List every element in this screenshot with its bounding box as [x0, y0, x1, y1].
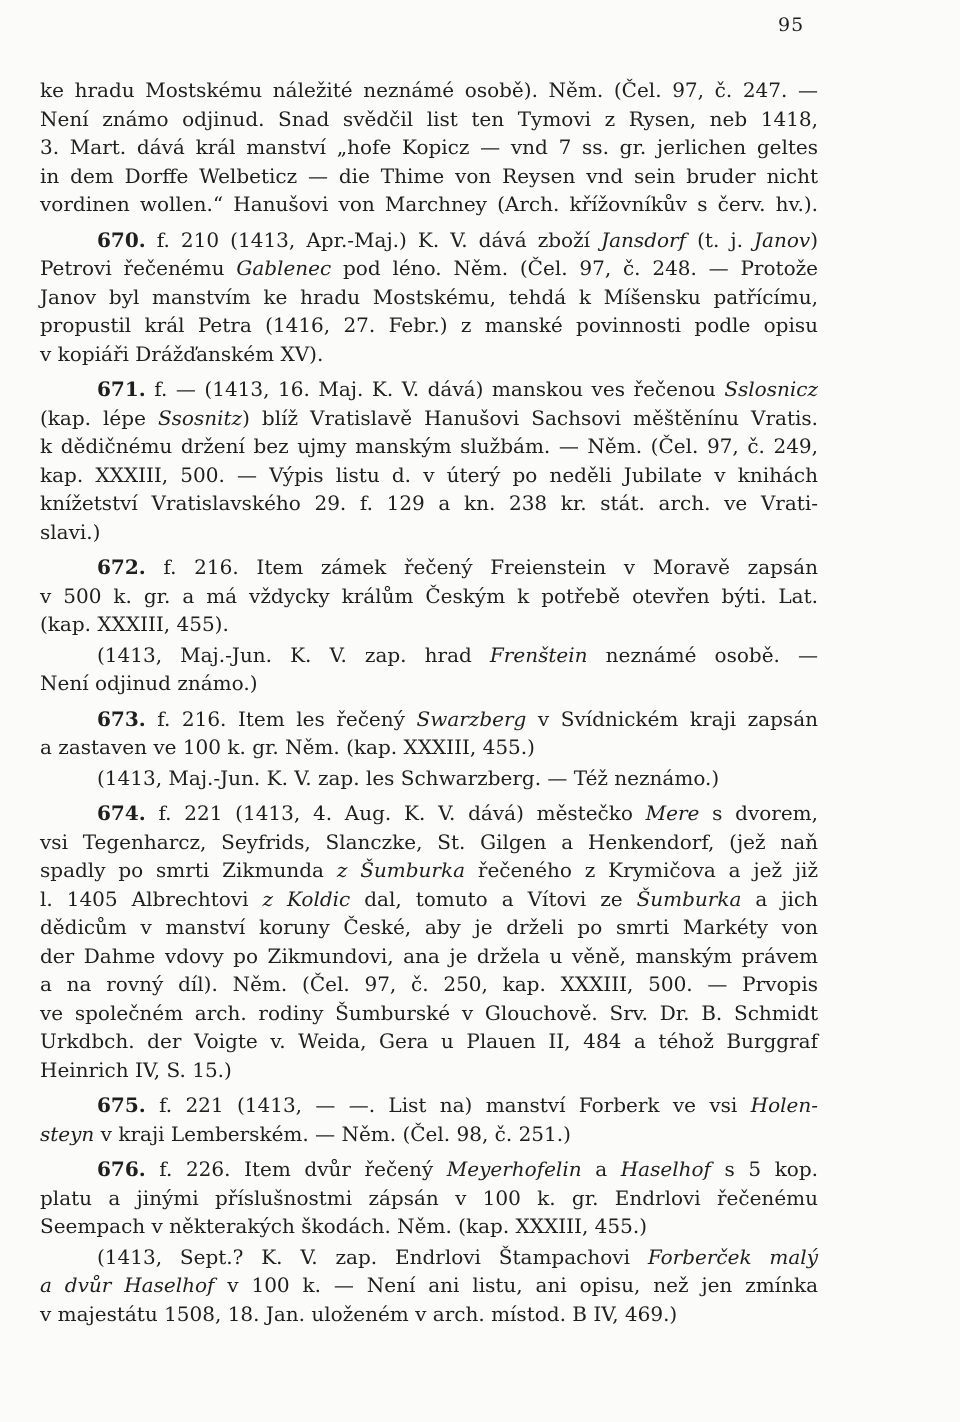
text-run: l. 1405 Albrechtovi — [40, 886, 263, 911]
text-run: neznámé osobě. — — [587, 642, 819, 667]
text-run: Forberček malý — [647, 1244, 818, 1269]
text-run: kap. XXXIII, 500. — Výpis listu d. v úterý po neděli Jubilate v knihách — [40, 462, 818, 487]
text-line — [40, 518, 818, 547]
text-run: a jich — [741, 886, 818, 911]
text-line — [40, 669, 818, 698]
text-run: z Koldic — [262, 886, 351, 911]
text-run: v Svídnickém kraji zapsán — [526, 706, 819, 731]
text-line — [40, 828, 818, 857]
text-line — [40, 1212, 818, 1241]
text-run: Gablenec — [236, 256, 332, 280]
text-run: steyn — [40, 1121, 95, 1146]
text-line — [40, 942, 818, 971]
entry-number: 675. — [97, 1093, 146, 1117]
text-line — [40, 1155, 818, 1184]
text-run: Petrovi řečenému — [40, 256, 237, 280]
text-line — [40, 1120, 818, 1149]
text-run: ve společném arch. rodiny Šumburské v Glouchově. Srv. Dr. B. Schmidt — [40, 1000, 818, 1025]
text-run: vordinen wollen.“ Hanušovi von Marchney (Arch. křížovníkův s červ. hv.). — [40, 192, 818, 216]
text-run: Swarzberg — [416, 706, 527, 731]
text-line — [40, 553, 818, 582]
entry-673 — [40, 705, 818, 762]
text-line — [40, 283, 818, 312]
text-run: dědicům v manství koruny České, aby je drželi po smrti Markéty von — [40, 915, 818, 939]
text-line — [40, 133, 818, 162]
text-line — [40, 461, 818, 490]
text-run: ) blíž Vratislavě Hanušovi Sachsovi měštěnínu Vratis. — [242, 405, 819, 430]
text-line — [40, 105, 818, 134]
entry-number: 672. — [97, 555, 146, 579]
text-run: Holen- — [750, 1093, 818, 1117]
entry-673-note — [40, 764, 818, 793]
text-line — [40, 1056, 818, 1085]
entry-number: 670. — [97, 227, 146, 252]
text-line — [40, 1027, 818, 1056]
text-run: (1413, Maj.-Jun. K. V. zap. les Schwarzberg. — Též neznámo.) — [97, 765, 720, 790]
text-line — [40, 610, 818, 639]
text-run: Urkdbch. der Voigte v. Weida, Gera u Plauen II, 484 a téhož Burggraf — [40, 1029, 818, 1053]
text-run: Frenštein — [489, 642, 588, 667]
text-run: a zastaven ve 100 k. gr. Něm. (kap. XXXIII, 455.) — [40, 735, 535, 759]
entry-672-note — [40, 641, 818, 698]
entry-number: 673. — [97, 706, 146, 731]
text-run: Janov — [754, 227, 811, 252]
text-run: Seempach v některakých škodách. Něm. (kap. XXXIII, 455.) — [40, 1214, 648, 1238]
text-run: s 5 kop. — [710, 1157, 819, 1181]
text-run: (kap. XXXIII, 455). — [40, 612, 229, 636]
text-line — [40, 733, 818, 762]
text-run: knížetství Vratislavského 29. f. 129 a kn. 238 kr. stát. arch. ve Vrati- — [40, 491, 818, 515]
text-run: f. — (1413, 16. Maj. K. V. dává) manskou ves řečenou — [145, 377, 725, 401]
paragraph-continuation — [40, 76, 818, 219]
text-run: slavi.) — [40, 519, 101, 544]
text-run: v 100 k. — Není ani listu, ani opisu, než jen zmínka — [214, 1273, 818, 1297]
text-run: (1413, Sept.? K. V. zap. Endrlovi Štampachovi — [97, 1244, 648, 1269]
text-line — [40, 1184, 818, 1213]
text-run: (1413, Maj.-Jun. K. V. zap. hrad — [97, 642, 490, 667]
text-run: Mere — [645, 801, 700, 825]
text-line — [40, 1300, 818, 1329]
entry-674 — [40, 799, 818, 1084]
text-line — [40, 764, 818, 793]
text-run: s dvorem, — [699, 801, 819, 825]
text-line — [40, 76, 818, 105]
entry-675 — [40, 1091, 818, 1148]
text-line — [40, 1091, 818, 1120]
text-line — [40, 311, 818, 340]
text-line — [40, 432, 818, 461]
text-run: spadly po smrti Zikmunda — [40, 858, 337, 882]
text-line — [40, 913, 818, 942]
entry-676-note — [40, 1243, 818, 1329]
text-run: Není odjinud známo.) — [40, 671, 258, 695]
text-run: Haselhof — [620, 1157, 711, 1181]
text-run: v kraji Lemberském. — Něm. (Čel. 98, č. 251.) — [94, 1121, 571, 1146]
text-run: a dvůr Haselhof — [40, 1273, 215, 1297]
text-line — [40, 254, 818, 283]
text-run: Heinrich IV, S. 15.) — [40, 1057, 232, 1082]
text-run: dal, tomuto a Vítovi ze — [350, 886, 637, 911]
text-run: f. 216. Item zámek řečený Freienstein v Moravě zapsán — [145, 555, 818, 579]
entry-number: 674. — [97, 801, 146, 825]
text-run: v majestátu 1508, 18. Jan. uloženém v arch. místod. B IV, 469.) — [40, 1301, 678, 1326]
text-line — [40, 375, 818, 404]
entry-676 — [40, 1155, 818, 1241]
text-line — [40, 799, 818, 828]
text-run: Meyerhofelin — [446, 1157, 582, 1181]
text-run: Ssosnitz — [157, 405, 243, 430]
text-line — [40, 162, 818, 191]
text-run: k dědičnému držení bez ujmy manským službám. — Něm. (Čel. 97, č. 249, — [40, 434, 818, 458]
text-run: der Dahme vdovy po Zikmundovi, ana je držela u věně, manským právem — [40, 943, 818, 968]
entry-670 — [40, 226, 818, 369]
text-run: v kopiáři Drážďanském XV). — [40, 341, 324, 366]
text-line — [40, 340, 818, 369]
text-line — [40, 705, 818, 734]
text-line — [40, 1243, 818, 1272]
text-run: a — [581, 1157, 621, 1181]
text-run: a na rovný díl). Něm. (Čel. 97, č. 250, kap. XXXIII, 500. — Prvopis — [40, 972, 818, 996]
text-line — [40, 885, 818, 914]
text-line — [40, 641, 818, 670]
text-run: v 500 k. gr. a má vždycky králům Českým k potřebě otevřen býti. Lat. — [40, 583, 818, 608]
entry-number: 676. — [97, 1157, 146, 1181]
text-run: Šumburka — [636, 886, 742, 911]
text-line — [40, 970, 818, 999]
text-run: f. 221 (1413, 4. Aug. K. V. dává) městečko — [145, 801, 646, 825]
text-run: ) — [810, 227, 819, 252]
text-run: ke hradu Mostskému náležité neznámé osobě). Něm. (Čel. 97, č. 247. — — [40, 78, 818, 102]
text-run: f. 216. Item les řečený — [145, 706, 417, 731]
text-line — [40, 489, 818, 518]
text-run: pod léno. Něm. (Čel. 97, č. 248. — Protože — [331, 256, 818, 280]
text-run: f. 210 (1413, Apr.-Maj.) K. V. dává zboží — [145, 227, 602, 252]
text-line — [40, 190, 818, 219]
text-line — [40, 1271, 818, 1300]
page-number: 95 — [778, 14, 805, 36]
text-run: platu a jinými příslušnostmi zápsán v 100 k. gr. Endrlovi řečenému — [40, 1185, 818, 1210]
text-line — [40, 582, 818, 611]
text-run: (kap. lépe — [40, 405, 158, 430]
text-run: Jansdorf — [601, 227, 687, 252]
text-run: Není známo odjinud. Snad svědčil list ten Tymovi z Rysen, neb 1418, — [40, 106, 818, 131]
text-run: 3. Mart. dává král manství „hofe Kopicz — vnd 7 ss. gr. jerlichen geltes — [40, 135, 818, 159]
text-run: propustil král Petra (1416, 27. Febr.) z manské povinnosti podle opisu — [40, 313, 818, 337]
text-run: f. 226. Item dvůr řečený — [145, 1157, 447, 1181]
text-run: řečeného z Krymičova a jež již — [465, 858, 818, 882]
entry-672 — [40, 553, 818, 639]
text-run: Sslosnicz — [724, 377, 818, 401]
text-line — [40, 226, 818, 255]
text-line — [40, 404, 818, 433]
text-run: z Šumburka — [336, 858, 466, 882]
text-run: in dem Dorffe Welbeticz — die Thime von Reysen vnd sein bruder nicht — [40, 163, 818, 188]
entry-671 — [40, 375, 818, 546]
text-line — [40, 856, 818, 885]
text-run: (t. j. — [686, 227, 755, 252]
text-run: f. 221 (1413, — —. List na) manství Forberk ve vsi — [145, 1093, 751, 1117]
page-content — [40, 76, 818, 1328]
entry-number: 671. — [97, 377, 146, 401]
text-run: Janov byl manstvím ke hradu Mostskému, tehdá k Míšensku patřícímu, — [40, 284, 818, 309]
text-run: vsi Tegenharcz, Seyfrids, Slanczke, St. Gilgen a Henkendorf, (jež naň — [40, 829, 818, 854]
text-line — [40, 999, 818, 1028]
